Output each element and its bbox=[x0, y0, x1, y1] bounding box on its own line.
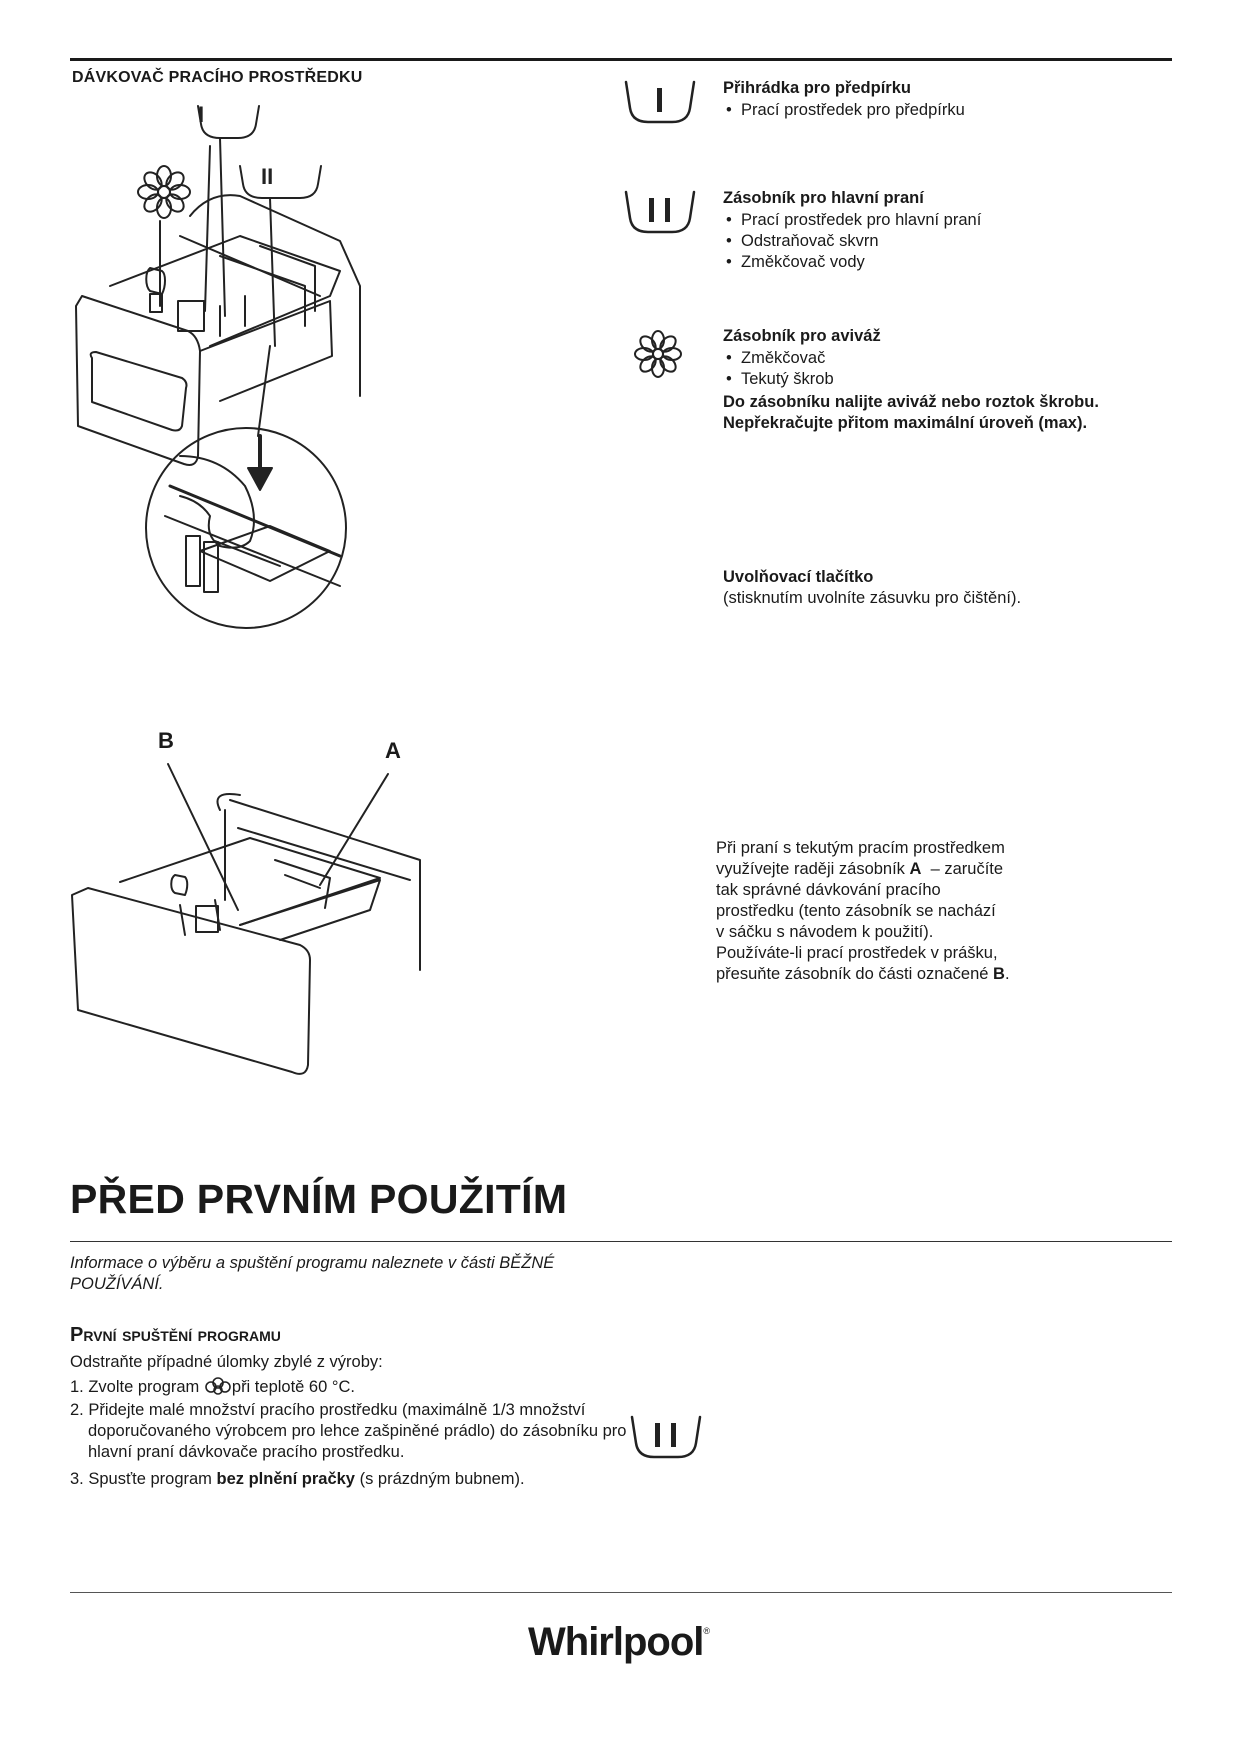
list-item: • Změkčovač vody bbox=[723, 252, 981, 273]
list-item: • Prací prostředek pro předpírku bbox=[723, 100, 965, 121]
cup-i-icon bbox=[622, 78, 698, 130]
softener-note-2: Nepřekračujte přitom maximální úroveň (max). bbox=[723, 414, 1088, 432]
list-item: • Odstraňovač skvrn bbox=[723, 231, 981, 252]
title-rule bbox=[70, 1241, 1172, 1242]
section-title: DÁVKOVAČ PRACÍHO PROSTŘEDKU bbox=[72, 69, 363, 86]
softener-list bbox=[723, 348, 834, 390]
step-3: 3. Spusťte program bez plnění pračky (s prázdným bubnem). bbox=[70, 1470, 525, 1488]
footer-rule bbox=[70, 1592, 1172, 1593]
steps-list bbox=[70, 1352, 630, 1490]
cup-ii-label: II bbox=[261, 164, 274, 189]
step-cup-ii-icon bbox=[628, 1413, 704, 1465]
page-title: PŘED PRVNÍM POUŽITÍM bbox=[70, 1176, 568, 1222]
label-b: B bbox=[158, 728, 174, 753]
step-1: 1. Zvolte program při teplotě 60 °C. bbox=[70, 1375, 630, 1398]
prewash-title: Přihrádka pro předpírku bbox=[723, 79, 911, 97]
top-rule bbox=[70, 58, 1172, 61]
intro-text: Informace o výběru a spuštění programu naleznete v části BĚŽNÉ POUŽÍVÁNÍ. bbox=[70, 1254, 555, 1293]
prewash-list bbox=[723, 100, 965, 121]
flower-icon bbox=[630, 326, 686, 382]
release-text: (stisknutím uvolníte zásuvku pro čištění). bbox=[723, 589, 1022, 607]
mainwash-title: Zásobník pro hlavní praní bbox=[723, 189, 924, 207]
list-item: • Prací prostředek pro hlavní praní bbox=[723, 210, 981, 231]
subsection-title: První spuštění programu bbox=[70, 1324, 281, 1346]
dispenser-drawer-illustration bbox=[70, 96, 410, 706]
label-a: A bbox=[385, 738, 401, 763]
cup-i-label: I bbox=[198, 102, 205, 127]
liquid-note: Při praní s tekutým pracím prostředkem využívejte raději zásobník A – zaručíte tak správné dávkování pracího prostředku (tento zásobník se nachází v sáčku s návodem k použití). Používáte-li prací prostředek v prášku, přesuňte zásobník do části označené B. bbox=[716, 839, 1010, 983]
softener-title: Zásobník pro aviváž bbox=[723, 327, 881, 345]
softener-note-1: Do zásobníku nalijte aviváž nebo roztok škrobu. bbox=[723, 393, 1099, 411]
cup-ii-icon bbox=[622, 188, 698, 240]
whirlpool-logo: Whirlpool® bbox=[528, 1620, 710, 1664]
mainwash-list bbox=[723, 210, 981, 273]
release-title: Uvolňovací tlačítko bbox=[723, 568, 874, 586]
list-item: • Změkčovač bbox=[723, 348, 834, 369]
cotton-icon bbox=[204, 1375, 232, 1397]
steps-lead: Odstraňte případné úlomky zbylé z výroby: bbox=[70, 1353, 383, 1371]
step-2: 2. Přidejte malé množství pracího prostředku (maximálně 1/3 množství doporučovaného výrobcem pro lehce zašpiněné prádlo) do zásobníku pro hlavní praní dávkovače pracího prostředku. bbox=[70, 1401, 627, 1461]
list-item: • Tekutý škrob bbox=[723, 369, 834, 390]
detergent-drawer-ab-illustration bbox=[70, 760, 430, 1090]
